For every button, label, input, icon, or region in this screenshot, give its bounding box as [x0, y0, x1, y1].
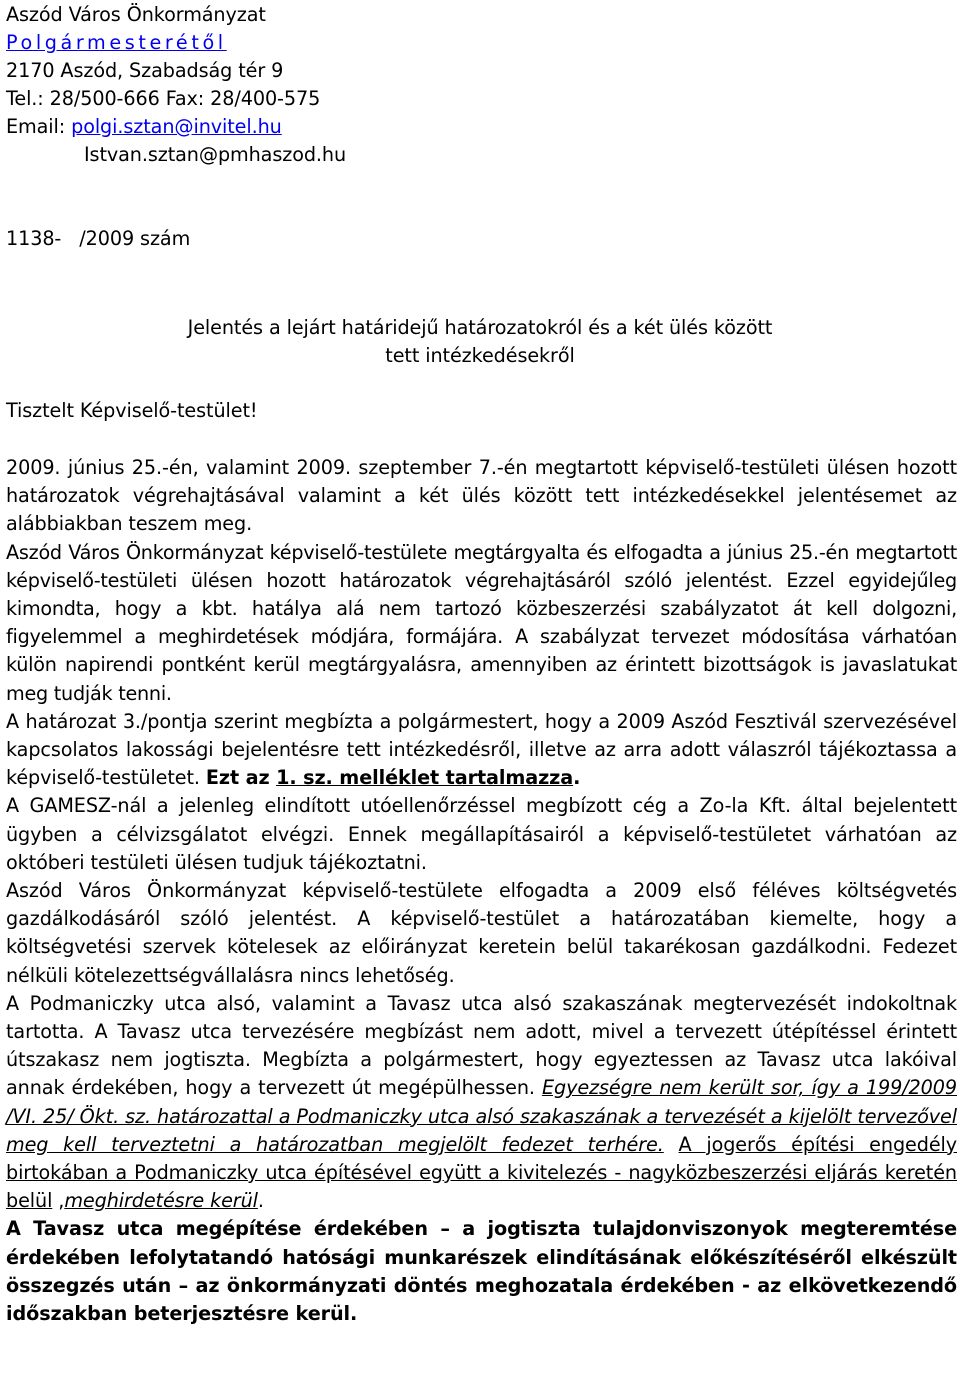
email-label: Email:	[6, 115, 72, 138]
report-title-line1: Jelentés a lejárt határidejű határozatokról és a két ülés között	[187, 316, 773, 339]
annex-ref-link: 1. sz. melléklet tartalmazza	[276, 766, 574, 790]
streets-announcement-text: meghirdetésre kerül	[64, 1189, 258, 1213]
org-name: Aszód Város Önkormányzat	[6, 3, 266, 26]
streets-text: A Podmaniczky utca alsó, valamint a Tavasz utca alsó szakaszának megtervezését indokoltnak tartotta. A Tavasz utca tervezésére megbízást nem adott, mivel a tervezett útépítéssel érintett útszakasz nem jogtiszta. Megbízta a polgármestert, hogy egyeztessen az Tavasz utca lakóival annak érdekében, hogy a tervezett út megépülhessen.	[6, 991, 957, 1100]
phone-fax: Tel.: 28/500-666 Fax: 28/400-575	[6, 87, 321, 110]
streets-resolution-text: Egyezségre nem került sor, így a 199/2009 /VI. 25/ Ökt. sz. határozattal a Podmaniczky utca alsó szakaszának a tervezését a kijelölt tervezővel meg kell terveztetni a határozatban megjelölt fedezet terhére.	[6, 1076, 957, 1156]
email-link-primary[interactable]: polgi.sztan@invitel.hu	[71, 115, 282, 138]
office-name[interactable]: Polgármesterétől	[6, 31, 227, 54]
streets-permit-text: A jogerős építési engedély birtokában a Podmaniczky utca építésével együtt a kivitelezés - nagyközbeszerzési eljárás keretén belül	[6, 1132, 958, 1213]
streets-comma: ,	[52, 1189, 65, 1213]
paragraph-streets	[6, 990, 957, 1216]
address: 2170 Aszód, Szabadság tér 9	[6, 59, 284, 82]
report-body	[6, 454, 957, 1328]
annex-ref-prefix: Ezt az	[205, 766, 277, 790]
email-line	[6, 114, 282, 140]
paragraph-june-resolutions: Aszód Város Önkormányzat képviselő-testülete megtárgyalta és elfogadta a június 25.-én megtartott képviselő-testületi ülésen hozott határozatok végrehajtásáról szóló jelentést. Ezzel egyidejűleg kimondta, hogy a kbt. hatálya alá nem tartozó közbeszerzési szabályzatot át kell dolgozni, figyelemmel a meghirdetések módjára, formájára. A szabályzat tervezet módosítása várhatóan külön napirendi pontként kerül megtárgyalásra, amennyiben az érintett bizottságok is javaslatukat meg tudják tenni.	[6, 540, 957, 705]
document-number: 1138- /2009 szám	[6, 227, 191, 250]
paragraph-budget: Aszód Város Önkormányzat képviselő-testülete elfogadta a 2009 első féléves költségvetés gazdálkodásáról szóló jelentést. A képviselő-testület a határozatában kiemelte, hogy a költségvetési szervek kötelesek az előirányzat keretein belül takarékosan gazdálkodni. Fedezet nélküli kötelezettségvállalásra nincs lehetőség.	[6, 879, 957, 987]
paragraph-tavasz-street: A Tavasz utca megépítése érdekében – a jogtiszta tulajdonviszonyok megteremtése érdekében lefolytatandó hatósági munkarészek elindításának előkészítéséről elkészült összegzés után – az önkormányzati döntés meghozatala érdekében - az elkövetkezendő időszakban beterjesztésre kerül.	[6, 1217, 957, 1326]
paragraph-gamesz: A GAMESZ-nál a jelenleg elindított utóellenőrzéssel megbízott cég a Zo-la Kft. által bejelentett ügyben a célvizsgálatot elvégzi. Ennek megállapításairól a képviselő-testületet várhatóan az októberi testületi ülésen tudjuk tájékoztatni.	[6, 794, 957, 874]
streets-space	[664, 1133, 679, 1156]
report-title-line2: tett intézkedésekről	[385, 344, 575, 367]
paragraph-festival	[6, 708, 957, 793]
annex-ref-end: .	[573, 766, 581, 790]
streets-end: .	[257, 1189, 264, 1213]
email-secondary: Istvan.sztan@pmhaszod.hu	[84, 143, 347, 166]
festival-text: A határozat 3./pontja szerint megbízta a polgármestert, hogy a 2009 Aszód Fesztivál szervezésével kapcsolatos lakossági bejelentésre tett intézkedésről, illetve az arra adott válaszról tájékoztassa a képviselő-testületet.	[6, 709, 957, 790]
salutation: Tisztelt Képviselő-testület!	[6, 399, 258, 422]
paragraph-intro: 2009. június 25.-én, valamint 2009. szeptember 7.-én megtartott képviselő-testületi ülésen hozott határozatok végrehajtásával valamint a két ülés között tett intézkedésekkel jelentésemet az alábbiakban teszem meg.	[6, 456, 957, 536]
